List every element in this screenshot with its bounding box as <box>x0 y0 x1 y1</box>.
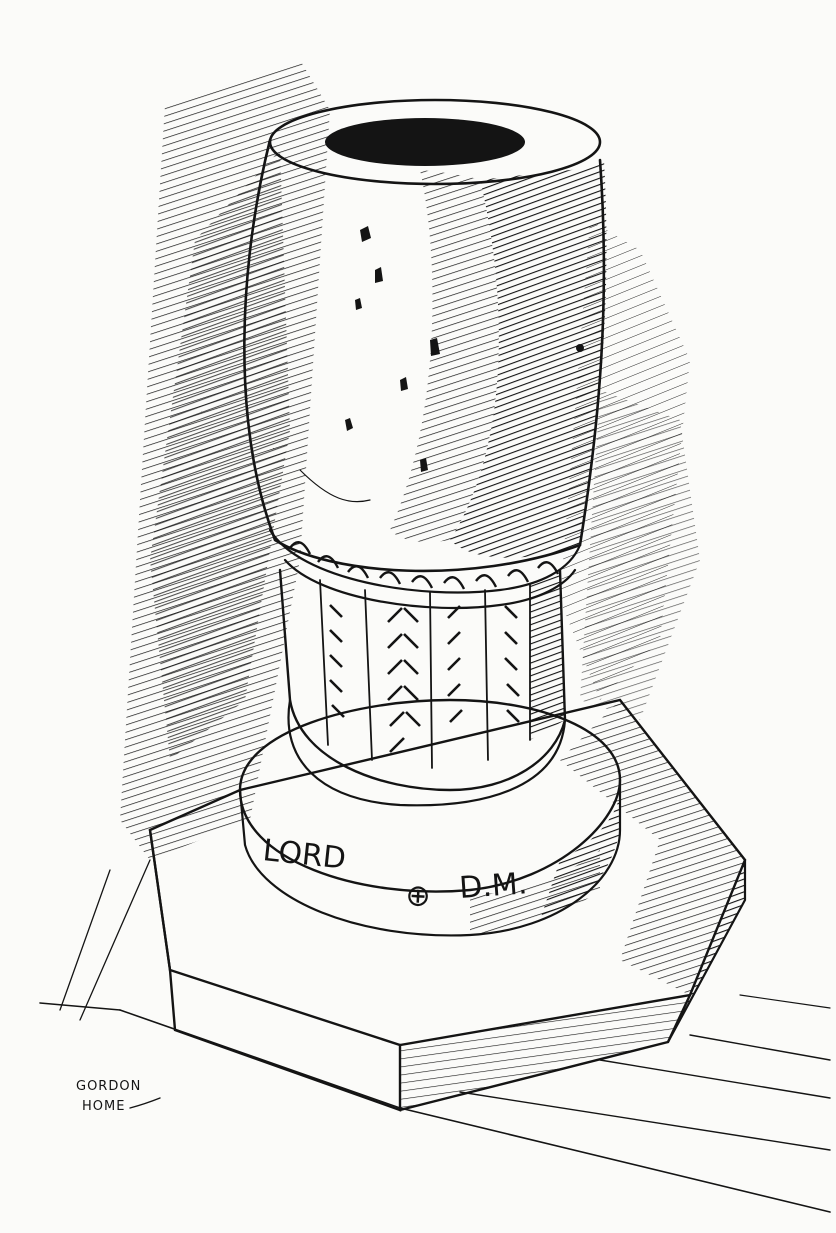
inscription-cross-symbol: ⊕ <box>404 878 432 915</box>
signature-line-2: HOME <box>82 1099 126 1114</box>
artist-signature <box>76 1079 160 1114</box>
inscription-initials: D.M. <box>458 866 529 906</box>
inscription-word: LORD <box>261 833 348 877</box>
signature-line-1: GORDON <box>76 1079 142 1094</box>
